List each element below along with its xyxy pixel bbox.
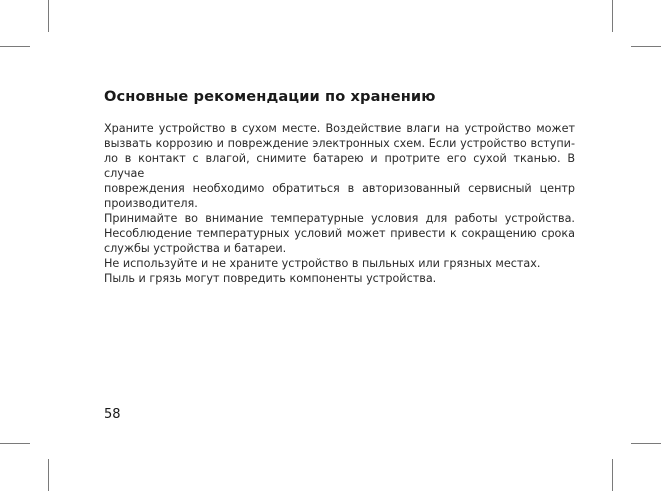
text-line: Храните устройство в сухом месте. Воздействие влаги на устройство может xyxy=(104,122,575,135)
section-title: Основные рекомендации по хранению xyxy=(104,88,436,105)
body-text xyxy=(104,121,575,286)
crop-mark-top-right-vertical xyxy=(612,0,613,32)
text-line: Пыль и грязь могут повредить компоненты устройства. xyxy=(104,272,437,285)
crop-mark-bottom-right-vertical xyxy=(612,459,613,491)
crop-mark-top-left-horizontal xyxy=(0,46,30,47)
paragraph-dust xyxy=(104,256,575,286)
crop-mark-bottom-left-vertical xyxy=(48,459,49,491)
text-line: Принимайте во внимание температурные условия для работы устройства. xyxy=(104,212,575,225)
paragraph-temperature xyxy=(104,211,575,256)
crop-mark-bottom-right-horizontal xyxy=(631,443,661,444)
text-line: ло в контакт с влагой, снимите батарею и протрите его сухой тканью. В случае xyxy=(104,152,575,180)
paragraph-moisture xyxy=(104,121,575,211)
text-line: производителя. xyxy=(104,197,198,210)
text-line: вызвать коррозию и повреждение электронных схем. Если устройство вступи- xyxy=(104,137,575,150)
text-line: Не используйте и не храните устройство в пыльных или грязных местах. xyxy=(104,257,541,270)
text-line: Несоблюдение температурных условий может привести к сокращению срока xyxy=(104,227,575,240)
crop-mark-top-right-horizontal xyxy=(631,46,661,47)
text-line: службы устройства и батареи. xyxy=(104,242,287,255)
page-number: 58 xyxy=(104,407,121,422)
crop-mark-top-left-vertical xyxy=(48,0,49,32)
crop-mark-bottom-left-horizontal xyxy=(0,443,30,444)
text-line: повреждения необходимо обратиться в авторизованный сервисный центр xyxy=(104,182,575,195)
